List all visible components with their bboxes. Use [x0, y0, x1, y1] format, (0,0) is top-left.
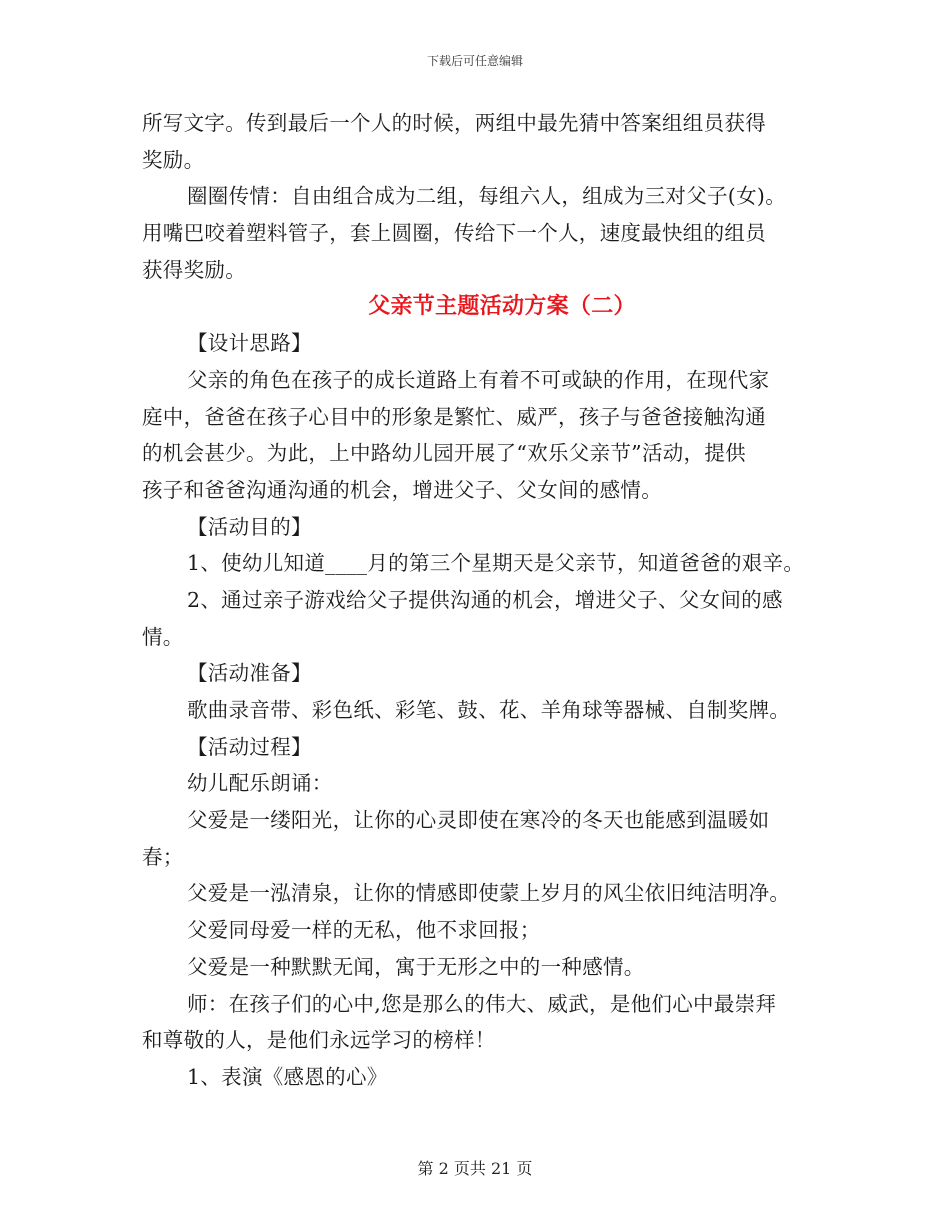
body-line: 歌曲录音带、彩色纸、彩笔、鼓、花、羊角球等器械、自制奖牌。: [187, 698, 791, 722]
body-line: 父爱是一泓清泉，让你的情感即使蒙上岁月的风尘依旧纯洁明净。: [187, 881, 791, 906]
section-heading: 【设计思路】: [187, 331, 312, 356]
body-line: 圈圈传情：自由组合成为二组，每组六人，组成为三对父子(女)。: [187, 184, 786, 209]
document-body: [142, 105, 822, 1096]
body-line: 春；: [142, 844, 184, 869]
body-line: 获得奖励。: [142, 257, 246, 282]
body-line: 的机会甚少。为此，上中路幼儿园开展了“欢乐父亲节”活动，提供: [142, 441, 746, 466]
body-line: 父爱是一缕阳光，让你的心灵即使在寒冷的冬天也能感到温暖如: [187, 808, 770, 833]
list-item: 2、通过亲子游戏给父子提供沟通的机会，增进父子、父女间的感: [187, 587, 783, 612]
section-heading: 【活动准备】: [187, 661, 312, 686]
body-line: 情。: [142, 624, 184, 649]
page-footer: 第 2 页共 21 页: [417, 1159, 533, 1178]
section-heading: 【活动过程】: [187, 734, 312, 759]
body-line: 所写文字。传到最后一个人的时候，两组中最先猜中答案组组员获得: [142, 111, 766, 135]
body-line: 父亲的角色在孩子的成长道路上有着不可或缺的作用，在现代家: [187, 367, 770, 392]
body-line: 师：在孩子们的心中,您是那么的伟大、威武，是他们心中最崇拜: [187, 991, 777, 1016]
body-line: 幼儿配乐朗诵：: [187, 771, 333, 796]
section-title: 父亲节主题活动方案（二）: [368, 293, 636, 320]
body-line: 和尊敬的人，是他们永远学习的榜样！: [142, 1028, 496, 1053]
section-heading: 【活动目的】: [187, 514, 312, 539]
body-line: 奖励。: [142, 147, 205, 172]
body-line: 用嘴巴咬着塑料管子，套上圆圈，传给下一个人，速度最快组的组员: [142, 221, 766, 246]
header-note: 下载后可任意编辑: [426, 54, 523, 68]
list-item: 1、使幼儿知道____月的第三个星期天是父亲节，知道爸爸的艰辛。: [187, 551, 805, 576]
list-item: 1、表演《感恩的心》: [187, 1064, 388, 1089]
body-line: 庭中，爸爸在孩子心目中的形象是繁忙、威严，孩子与爸爸接触沟通: [142, 404, 766, 429]
body-line: 孩子和爸爸沟通沟通的机会，增进父子、父女间的感情。: [142, 477, 662, 502]
body-line: 父爱是一种默默无闻，寓于无形之中的一种感情。: [187, 954, 645, 979]
body-line: 父爱同母爱一样的无私，他不求回报；: [187, 918, 541, 943]
